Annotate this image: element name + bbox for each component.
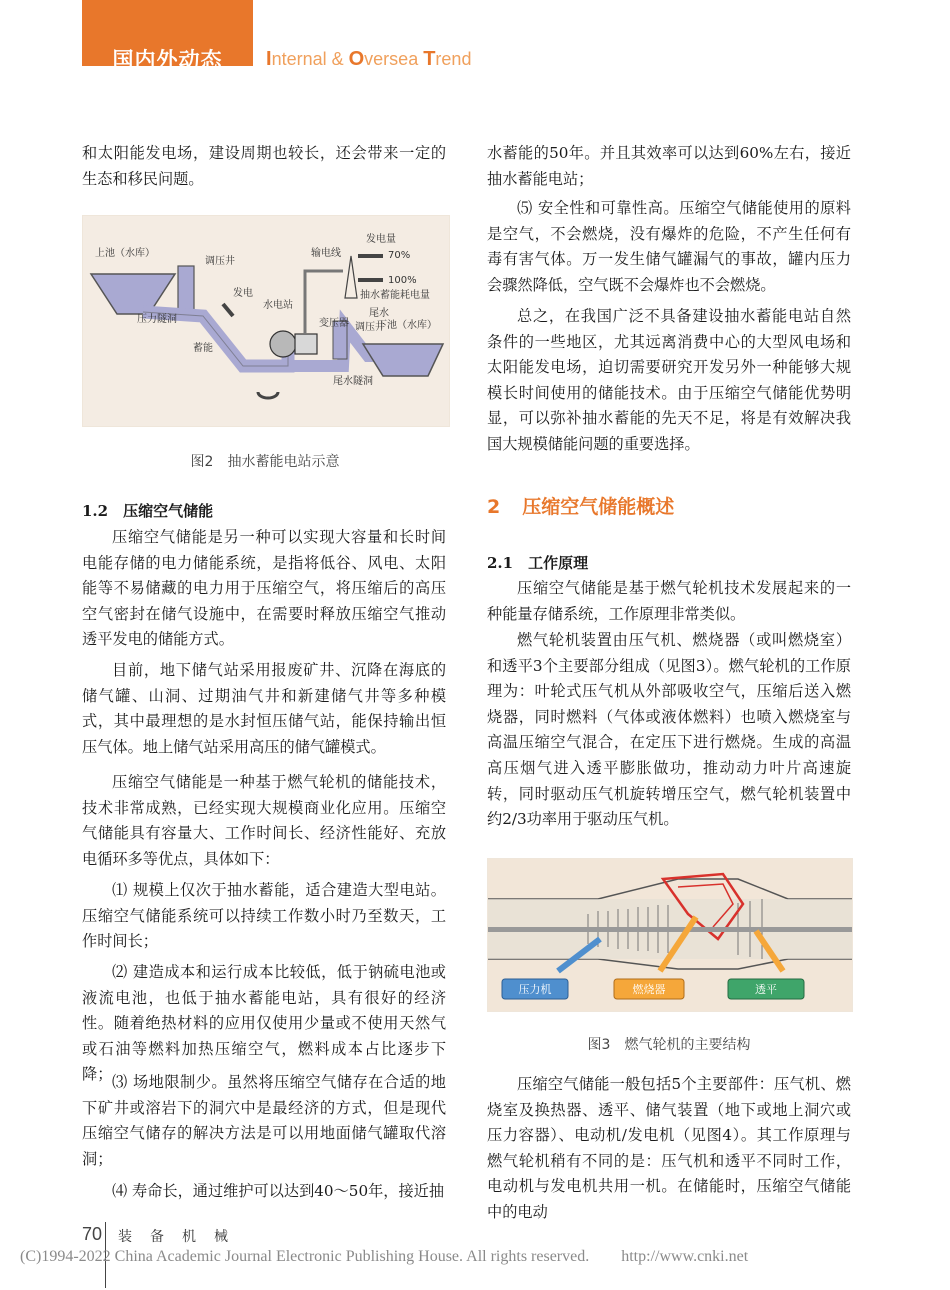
figure-gas-turbine bbox=[487, 858, 853, 1012]
figure3-caption: 图3 燃气轮机的主要结构 bbox=[587, 1037, 751, 1053]
heading-2-1: 2.1 工作原理 bbox=[487, 554, 589, 572]
svg-text:压力机: 压力机 bbox=[518, 983, 552, 996]
svg-text:调压井: 调压井 bbox=[205, 256, 235, 267]
paragraph: 目前，地下储气站采用报废矿井、沉降在海底的储气罐、山洞、过期油气井和新建储气井等多种模式，其中最理想的是水封恒压储气站，能保持输出恒压气体。地上储气站采用高压的储气罐模式。 bbox=[82, 661, 446, 756]
svg-text:100%: 100% bbox=[388, 275, 417, 286]
svg-text:上池（水库）: 上池（水库） bbox=[95, 248, 155, 259]
svg-text:压力隧洞: 压力隧洞 bbox=[137, 314, 177, 325]
svg-text:透平: 透平 bbox=[755, 983, 777, 996]
page-number: 70 bbox=[82, 1224, 103, 1244]
heading-2: 2 压缩空气储能概述 bbox=[487, 496, 675, 518]
svg-text:调压井: 调压井 bbox=[355, 322, 385, 333]
paragraph: 压缩空气储能一般包括5个主要部件：压气机、燃烧室及换热器、透平、储气装置（地下或地上洞穴或压力容器）、电动机/发电机（见图4）。其工作原理与燃气轮机稍有不同的是：压气机和透平不同时工作，电动机与发电机共用一机。在储能时，压缩空气储能中的电动 bbox=[487, 1075, 851, 1221]
copyright-watermark: (C)1994-2022 China Academic Journal Electronic Publishing House. All rights reserved. http://www.cnki.net bbox=[20, 1248, 749, 1265]
svg-text:水电站: 水电站 bbox=[263, 300, 293, 311]
svg-text:输电线: 输电线 bbox=[311, 248, 341, 259]
svg-text:尾水隧洞: 尾水隧洞 bbox=[333, 376, 373, 387]
paragraph: 压缩空气储能是基于燃气轮机技术发展起来的一种能量存储系统，工作原理非常类似。 bbox=[487, 579, 851, 623]
svg-text:抽水蓄能耗电量: 抽水蓄能耗电量 bbox=[360, 290, 430, 301]
paragraph: 压缩空气储能是另一种可以实现大容量和长时间电能存储的电力储能系统，是指将低谷、风电、太阳能等不易储藏的电力用于压缩空气，将压缩后的高压空气密封在储气设施中，在需要时释放压缩空气推动透平发电的储能方式。 bbox=[82, 528, 446, 649]
figure-pumped-storage bbox=[82, 215, 450, 427]
paragraph: ⑴ 规模上仅次于抽水蓄能，适合建造大型电站。压缩空气储能系统可以持续工作数小时乃至数天，工作时间长； bbox=[82, 881, 446, 951]
svg-text:变压器: 变压器 bbox=[319, 318, 349, 329]
paragraph: ⑷ 寿命长，通过维护可以达到40～50年，接近抽 bbox=[112, 1182, 445, 1200]
paragraph: ⑵ 建造成本和运行成本比较低，低于钠硫电池或液流电池，也低于抽水蓄能电站，具有很好的经济性。随着绝热材料的应用仅使用少量或不使用天然气或石油等燃料加热压缩空气，燃料成本占比逐步下降； bbox=[82, 963, 446, 1084]
paragraph: 水蓄能的50年。并且其效率可以达到60%左右，接近抽水蓄能电站； bbox=[487, 144, 851, 188]
paragraph: ⑸ 安全性和可靠性高。压缩空气储能使用的原料是空气，不会燃烧，没有爆炸的危险，不产生任何有毒有害气体。万一发生储气罐漏气的事故，罐内压力会骤然降低，空气既不会爆炸也不会燃烧。 bbox=[487, 199, 851, 294]
svg-text:70%: 70% bbox=[388, 250, 411, 261]
svg-text:燃烧器: 燃烧器 bbox=[632, 983, 666, 996]
paragraph: 燃气轮机装置由压气机、燃烧器（或叫燃烧室）和透平3个主要部分组成（见图3）。燃气轮机的工作原理为：叶轮式压气机从外部吸收空气，压缩后送入燃烧器，同时燃料（气体或液体燃料）也喷入燃烧室与高温压缩空气混合，在定压下进行燃烧。生成的高温高压烟气进入透平膨胀做功，推动动力叶片高速旋转，同时驱动压气机旋转增压空气，燃气轮机装置中约2/3功率用于驱动压气机。 bbox=[487, 631, 851, 829]
svg-text:下池（水库）: 下池（水库） bbox=[377, 320, 437, 331]
paragraph: 总之，在我国广泛不具备建设抽水蓄能电站自然条件的一些地区，尤其远离消费中心的大型风电场和太阳能发电场，迫切需要研究开发另外一种能够大规模长时间使用的储能技术。由于压缩空气储能优势明显，可以弥补抽水蓄能的先天不足，将是有效解决我国大规模储能问题的重要选择。 bbox=[487, 307, 851, 453]
pumped-storage-diagram bbox=[83, 216, 449, 426]
svg-text:发电量: 发电量 bbox=[366, 234, 396, 245]
gas-turbine-diagram bbox=[488, 859, 852, 1011]
heading-1-2: 1.2 压缩空气储能 bbox=[82, 502, 214, 520]
paragraph: ⑶ 场地限制少。虽然将压缩空气储存在合适的地下矿井或溶岩下的洞穴中是最经济的方式，但是现代压缩空气储存的解决方法是可以用地面储气罐取代溶洞； bbox=[82, 1073, 446, 1168]
journal-name: 装备机械 bbox=[118, 1229, 246, 1245]
section-title-en: Internal & Oversea Trend bbox=[266, 48, 472, 70]
paragraph: 压缩空气储能是一种基于燃气轮机的储能技术，技术非常成熟，已经实现大规模商业化应用。压缩空气储能具有容量大、工作时间长、经济性能好、充放电循环多等优点，具体如下： bbox=[82, 773, 446, 868]
section-title-cn: 国内外动态 bbox=[112, 48, 223, 72]
svg-text:尾水: 尾水 bbox=[369, 308, 389, 319]
paragraph-intro: 和太阳能发电场，建设周期也较长，还会带来一定的生态和移民问题。 bbox=[82, 144, 446, 188]
svg-text:蓄能: 蓄能 bbox=[193, 343, 213, 354]
figure2-caption: 图2 抽水蓄能电站示意 bbox=[190, 454, 340, 470]
svg-text:发电: 发电 bbox=[233, 288, 253, 299]
